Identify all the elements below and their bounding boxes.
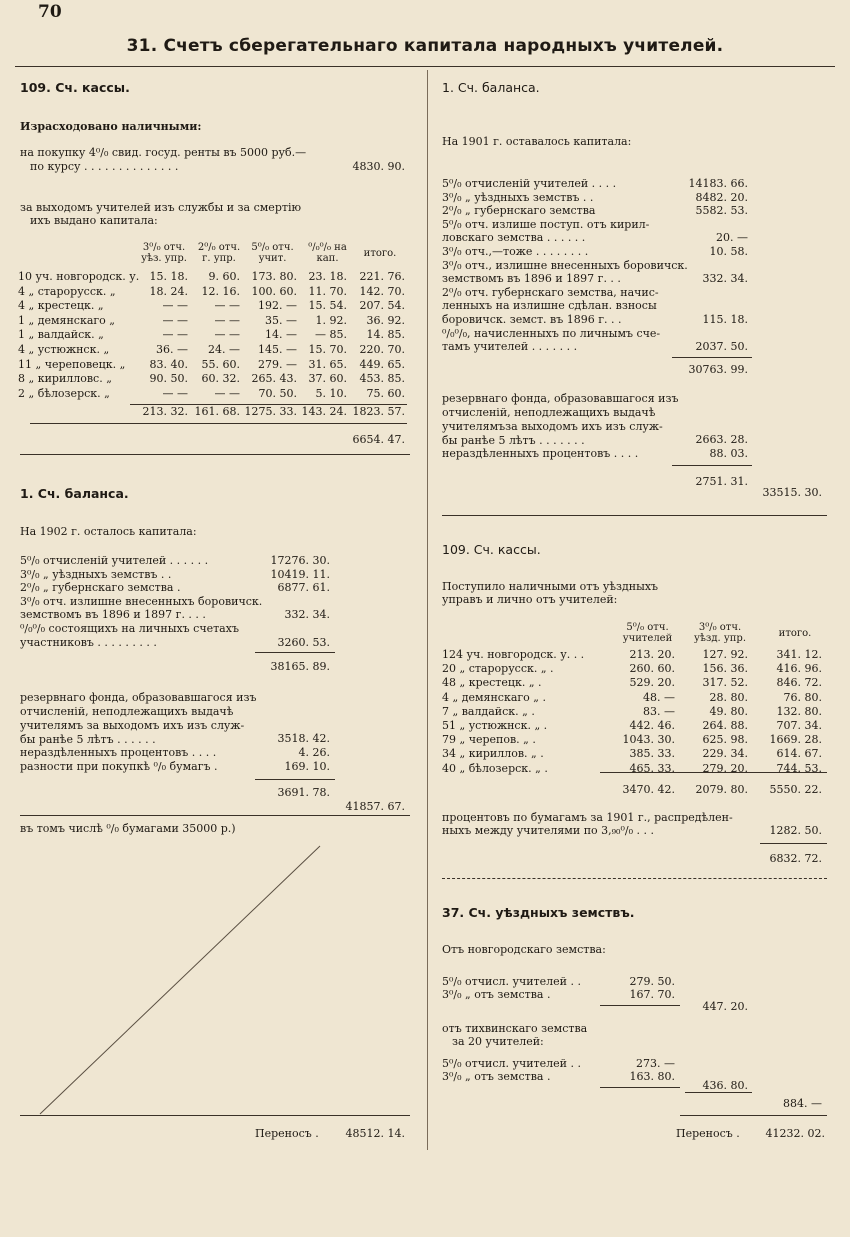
rent-line-1: на покупку 4⁰/₀ свид. госуд. ренты въ 5000 руб.— xyxy=(20,146,307,159)
table-cell: 76. 80. xyxy=(783,690,822,704)
left-kassa-grand-total: 6654. 47. xyxy=(352,433,405,446)
right-total-cell: 3470. 42. xyxy=(622,783,675,796)
table-cell: 70. 50. xyxy=(258,386,297,400)
table-cell: 36. — xyxy=(156,343,188,356)
balance-line: 2⁰/₀ отч. губернскаго земства, начис- xyxy=(442,285,659,299)
table-cell: 5. 10. xyxy=(315,386,347,400)
table-cell: 23. 18. xyxy=(308,270,347,283)
table-cell: 220. 70. xyxy=(359,343,405,356)
table-row-label: 2 „ бѣлозерск. „ xyxy=(18,386,110,400)
table-row-label: 1 „ валдайск. „ xyxy=(18,328,104,342)
left-kassa-heading: 109. Сч. кассы. xyxy=(20,80,130,95)
rule xyxy=(685,1092,752,1093)
table-cell: 207. 54. xyxy=(359,299,405,313)
balance-line: 2⁰/₀ „ губернскаго земства xyxy=(442,204,596,218)
balance-line: ловскаго земства . . . . . . xyxy=(442,231,586,245)
rule xyxy=(255,652,335,653)
left-balance-subtotal: 38165. 89. xyxy=(270,660,330,673)
tikhvin-row-value: 163. 80. xyxy=(629,1070,675,1083)
balance-line: 3⁰/₀ „ уѣздныхъ земствъ . . xyxy=(442,190,594,204)
table-cell: — — xyxy=(214,313,240,327)
table-cell: 265. 43. xyxy=(251,372,297,386)
table-cell: — 85. xyxy=(315,328,347,342)
table-row-label: 40 „ бѣлозерск. „ . xyxy=(442,761,548,775)
novgorod-row-label: 3⁰/₀ „ отъ земства . xyxy=(442,988,551,1001)
table-cell: 416. 96. xyxy=(776,662,822,676)
balance-value: 332. 34. xyxy=(284,608,330,622)
table-cell: 173. 80. xyxy=(251,270,297,283)
balance-value: 2037. 50. xyxy=(695,340,748,354)
table-cell: 846. 72. xyxy=(776,676,822,690)
right-total-cell: 2079. 80. xyxy=(695,783,748,796)
table-cell: 90. 50. xyxy=(149,372,188,386)
balance-value: 10419. 11. xyxy=(270,567,330,581)
right-reserve-label: резервнаго фонда, образовавшагося изъ отчисленій, неподлежащихъ выдачѣ учителямъза выходомъ ихъ изъ служ- бы ранѣе 5 лѣтъ . . . . . . . xyxy=(442,392,679,447)
rule xyxy=(600,1087,680,1088)
rule xyxy=(600,772,827,773)
table-cell: — — xyxy=(162,299,188,313)
table-row-label: 11 „ череповецк. „ xyxy=(18,357,126,371)
balance-value: 8482. 20. xyxy=(695,190,748,204)
table-cell: — — xyxy=(162,328,188,342)
table-cell: — — xyxy=(214,299,240,313)
left-total-cell: 143. 24. xyxy=(301,405,347,418)
balance-line: земствомъ въ 1896 и 1897 г. . . xyxy=(442,272,621,286)
right-carry-label: Переносъ . xyxy=(676,1127,740,1140)
departure-line-2: ихъ выдано капитала: xyxy=(30,214,158,227)
left-col-header: 5⁰/₀ отч. учит. xyxy=(251,242,294,264)
departure-line-1: за выходомъ учителей изъ службы и за смертію xyxy=(20,201,302,214)
novgorod-label: Отъ новгородскаго земства: xyxy=(442,943,606,956)
left-col-header: 3⁰/₀ отч. уѣз. упр. xyxy=(141,242,187,264)
left-total-cell: 213. 32. xyxy=(142,405,188,418)
table-cell: 442. 46. xyxy=(629,719,675,732)
novgorod-row-label: 5⁰/₀ отчисл. учителей . . xyxy=(442,975,581,988)
zemstv-total: 884. — xyxy=(783,1097,822,1110)
balance-value: 10. 58. xyxy=(709,245,748,258)
right-undivided-label: нераздѣленныхъ процентовъ . . . . xyxy=(442,447,639,460)
rule xyxy=(672,357,752,358)
left-reserve-label: резервнаго фонда, образовавшагося изъ отчисленій, неподлежащихъ выдачѣ учителямъ за выходомъ ихъ изъ служ- бы ранѣе 5 лѣтъ . . . . . . xyxy=(20,691,257,746)
table-cell: 60. 32. xyxy=(201,372,240,386)
right-col-header: итого. xyxy=(778,628,812,639)
spent-label: Израсходовано наличными: xyxy=(20,120,202,133)
right-balance-subtotal-2: 2751. 31. xyxy=(695,475,748,488)
balance-line: земствомъ въ 1896 и 1897 г. . . . xyxy=(20,608,206,622)
column-divider xyxy=(427,70,428,1150)
tikhvin-total: 436. 80. xyxy=(702,1079,748,1092)
balance-value: 14183. 66. xyxy=(688,177,748,190)
left-undivided-label: нераздѣленныхъ процентовъ . . . . xyxy=(20,746,217,759)
table-cell: 279. 20. xyxy=(702,761,748,775)
novgorod-row-value: 279. 50. xyxy=(629,975,675,988)
difference-label: разности при покупкѣ ⁰/₀ бумагъ . xyxy=(20,760,218,773)
left-col-header: 2⁰/₀ отч. г. упр. xyxy=(197,242,241,264)
rule xyxy=(30,423,407,424)
balance-line: 3⁰/₀ отч., излишне внесенныхъ боровичск. xyxy=(442,258,688,272)
right-kassa-heading: 109. Сч. кассы. xyxy=(442,542,541,557)
table-row-label: 4 „ устюжнск. „ xyxy=(18,343,110,356)
securities-note: въ томъ числѣ ⁰/₀ бумагами 35000 р.) xyxy=(20,822,236,835)
table-cell: 1669. 28. xyxy=(769,733,822,747)
table-cell: 15. 70. xyxy=(308,343,347,356)
left-undivided-value: 4. 26. xyxy=(298,746,330,759)
table-cell: 145. — xyxy=(258,343,297,356)
zemstv-heading: 37. Сч. уѣздныхъ земствъ. xyxy=(442,905,635,920)
balance-value: 6877. 61. xyxy=(277,581,330,595)
left-total-cell: 161. 68. xyxy=(194,405,240,418)
balance-line: 5⁰/₀ отчисленій учителей . . . . . . xyxy=(20,554,209,567)
balance-line: 3⁰/₀ отч. излишне внесенныхъ боровичск. xyxy=(20,594,263,608)
left-reserve-value: 3518. 42. xyxy=(277,732,330,745)
table-cell: 385. 33. xyxy=(629,747,675,761)
page-number: 70 xyxy=(38,2,62,22)
table-cell: 1043. 30. xyxy=(622,733,675,747)
table-cell: 453. 85. xyxy=(359,372,405,386)
table-row-label: 20 „ старорусск. „ . xyxy=(442,662,554,676)
table-cell: 35. — xyxy=(265,313,297,327)
left-balance-heading: 1. Сч. баланса. xyxy=(20,486,129,501)
balance-value: 17276. 30. xyxy=(270,554,330,567)
table-row-label: 1 „ демянскаго „ xyxy=(18,313,115,327)
table-cell: 707. 34. xyxy=(776,719,822,732)
table-cell: 260. 60. xyxy=(629,662,675,676)
table-cell: 49. 80. xyxy=(709,704,748,718)
tikhvin-row-value: 273. — xyxy=(636,1057,675,1070)
balance-value: 332. 34. xyxy=(702,272,748,286)
table-cell: 11. 70. xyxy=(308,284,347,298)
rent-value: 4830. 90. xyxy=(352,160,405,173)
table-cell: — — xyxy=(162,386,188,400)
rule xyxy=(255,779,335,780)
table-cell: 264. 88. xyxy=(702,719,748,732)
table-cell: 449. 65. xyxy=(359,357,405,371)
balance-line: тамъ учителей . . . . . . . xyxy=(442,340,578,354)
left-balance-intro: На 1902 г. осталось капитала: xyxy=(20,525,197,538)
page-title: 31. Счетъ сберегательнаго капитала народныхъ учителей. xyxy=(126,36,724,56)
table-cell: 18. 24. xyxy=(149,284,188,298)
table-row-label: 124 уч. новгородск. у. . . xyxy=(442,648,585,661)
table-cell: 14. — xyxy=(265,328,297,342)
tikhvin-row-label: 5⁰/₀ отчисл. учителей . . xyxy=(442,1057,581,1070)
balance-value: 3260. 53. xyxy=(277,635,330,649)
table-cell: 1. 92. xyxy=(315,313,347,327)
balance-line: 5⁰/₀ отч. излише поступ. отъ кирил- xyxy=(442,217,650,231)
table-cell: 127. 92. xyxy=(702,648,748,661)
balance-line: участниковъ . . . . . . . . . xyxy=(20,635,157,649)
table-cell: 31. 65. xyxy=(308,357,347,371)
table-cell: — — xyxy=(214,386,240,400)
balance-value: 20. — xyxy=(716,231,748,245)
tikhvin-label-2: за 20 учителей: xyxy=(452,1035,544,1048)
table-cell: 279. — xyxy=(258,357,297,371)
rule xyxy=(20,815,410,816)
left-total-cell: 1823. 57. xyxy=(352,405,405,418)
cancel-stroke xyxy=(20,840,420,1120)
table-cell: 15. 54. xyxy=(308,299,347,313)
rent-line-2: по курсу . . . . . . . . . . . . . . xyxy=(30,160,179,173)
table-cell: — — xyxy=(162,313,188,327)
table-cell: 213. 20. xyxy=(629,648,675,661)
novgorod-row-value: 167. 70. xyxy=(629,988,675,1001)
balance-line: ⁰/₀⁰/₀, начисленныхъ по личнымъ сче- xyxy=(442,326,661,340)
right-col-header: 3⁰/₀ отч. уѣзд. упр. xyxy=(693,622,746,644)
table-cell: 341. 12. xyxy=(776,648,822,661)
balance-value: 115. 18. xyxy=(702,313,748,326)
right-kassa-intro-2: управъ и лично отъ учителей: xyxy=(442,593,618,606)
table-cell: 37. 60. xyxy=(308,372,347,386)
tikhvin-row-label: 3⁰/₀ „ отъ земства . xyxy=(442,1070,551,1083)
rule xyxy=(20,1115,410,1116)
table-cell: 14. 85. xyxy=(366,328,405,342)
left-balance-subtotal-2: 3691. 78. xyxy=(277,786,330,799)
right-reserve-value: 2663. 28. xyxy=(695,433,748,446)
table-cell: 221. 76. xyxy=(359,270,405,283)
table-cell: 192. — xyxy=(258,299,297,313)
balance-line: ленныхъ на излишне сдѣлан. взносы xyxy=(442,299,657,313)
left-carry-value: 48512. 14. xyxy=(345,1127,405,1140)
table-row-label: 4 „ демянскаго „ . xyxy=(442,690,546,704)
table-row-label: 8 „ кирилловс. „ xyxy=(18,372,112,386)
right-carry-value: 41232. 02. xyxy=(765,1127,825,1140)
table-cell: 132. 80. xyxy=(776,704,822,718)
right-balance-total: 33515. 30. xyxy=(762,486,822,499)
table-cell: 317. 52. xyxy=(702,676,748,690)
table-cell: 36. 92. xyxy=(366,313,405,327)
balance-line: ⁰/₀⁰/₀ состоящихъ на личныхъ счетахъ xyxy=(20,622,239,635)
table-row-label: 51 „ устюжнск. „ . xyxy=(442,719,548,732)
table-row-label: 10 уч. новгородск. у. xyxy=(18,270,140,283)
table-cell: 12. 16. xyxy=(201,284,240,298)
table-cell: 24. — xyxy=(208,343,240,356)
interest-value: 1282. 50. xyxy=(769,824,822,837)
balance-value: 5582. 53. xyxy=(695,204,748,218)
table-row-label: 7 „ валдайск. „ . xyxy=(442,704,535,718)
left-total-cell: 1275. 33. xyxy=(244,405,297,418)
table-row-label: 4 „ старорусск. „ xyxy=(18,284,116,298)
table-cell: 75. 60. xyxy=(366,386,405,400)
difference-value: 169. 10. xyxy=(284,760,330,773)
section-rule xyxy=(442,515,827,516)
table-cell: 156. 36. xyxy=(702,662,748,676)
left-carry-label: Переносъ . xyxy=(255,1127,319,1140)
tikhvin-label-1: отъ тихвинскаго земства xyxy=(442,1022,588,1035)
right-balance-heading: 1. Сч. баланса. xyxy=(442,80,540,95)
table-cell: 100. 60. xyxy=(251,284,297,298)
section-rule xyxy=(442,878,827,879)
right-total-cell: 5550. 22. xyxy=(769,783,822,796)
table-cell: 48. — xyxy=(643,690,675,704)
table-row-label: 4 „ крестецк. „ xyxy=(18,299,104,313)
table-cell: — — xyxy=(214,328,240,342)
table-cell: 55. 60. xyxy=(201,357,240,371)
rule xyxy=(760,843,827,844)
interest-line-1: процентовъ по бумагамъ за 1901 г., распредѣлен- xyxy=(442,811,733,824)
table-cell: 529. 20. xyxy=(629,676,675,690)
table-cell: 28. 80. xyxy=(709,690,748,704)
right-balance-intro: На 1901 г. оставалось капитала: xyxy=(442,135,632,148)
table-cell: 83. — xyxy=(643,704,675,718)
right-balance-subtotal: 30763. 99. xyxy=(688,363,748,376)
table-cell: 229. 34. xyxy=(702,747,748,761)
left-col-header: ⁰/₀⁰/₀ на кап. xyxy=(308,242,347,264)
table-row-label: 79 „ черепов. „ . xyxy=(442,733,536,747)
table-cell: 625. 98. xyxy=(702,733,748,747)
table-cell: 9. 60. xyxy=(208,270,240,283)
table-cell: 614. 67. xyxy=(776,747,822,761)
right-undivided-value: 88. 03. xyxy=(709,447,748,460)
balance-line: 3⁰/₀ отч.,—тоже . . . . . . . . xyxy=(442,245,589,258)
table-row-label: 48 „ крестецк. „ . xyxy=(442,676,542,690)
table-cell: 83. 40. xyxy=(149,357,188,371)
balance-line: 5⁰/₀ отчисленій учителей . . . . xyxy=(442,177,617,190)
left-col-header: итого. xyxy=(363,248,397,259)
rule xyxy=(600,1005,680,1006)
table-cell: 465. 33. xyxy=(629,761,675,775)
table-cell: 15. 18. xyxy=(149,270,188,283)
table-cell: 142. 70. xyxy=(359,284,405,298)
left-balance-total: 41857. 67. xyxy=(345,800,405,813)
balance-line: боровичск. земст. въ 1896 г. . . xyxy=(442,313,622,326)
right-kassa-intro-1: Поступило наличными отъ уѣздныхъ xyxy=(442,580,659,593)
balance-line: 3⁰/₀ „ уѣздныхъ земствъ . . xyxy=(20,567,172,581)
table-row-label: 34 „ кириллов. „ . xyxy=(442,747,544,761)
right-col-header: 5⁰/₀ отч. учителей xyxy=(622,622,673,644)
section-rule xyxy=(20,454,410,455)
rule xyxy=(680,1115,827,1116)
table-cell: 744. 53. xyxy=(776,761,822,775)
interest-line-2: ныхъ между учителями по 3,₉₀⁰/₀ . . . xyxy=(442,824,654,837)
novgorod-total: 447. 20. xyxy=(702,1000,748,1013)
balance-line: 2⁰/₀ „ губернскаго земства . xyxy=(20,581,181,595)
rule xyxy=(672,465,752,466)
title-rule xyxy=(15,66,835,67)
right-kassa-grand-total: 6832. 72. xyxy=(769,852,822,865)
